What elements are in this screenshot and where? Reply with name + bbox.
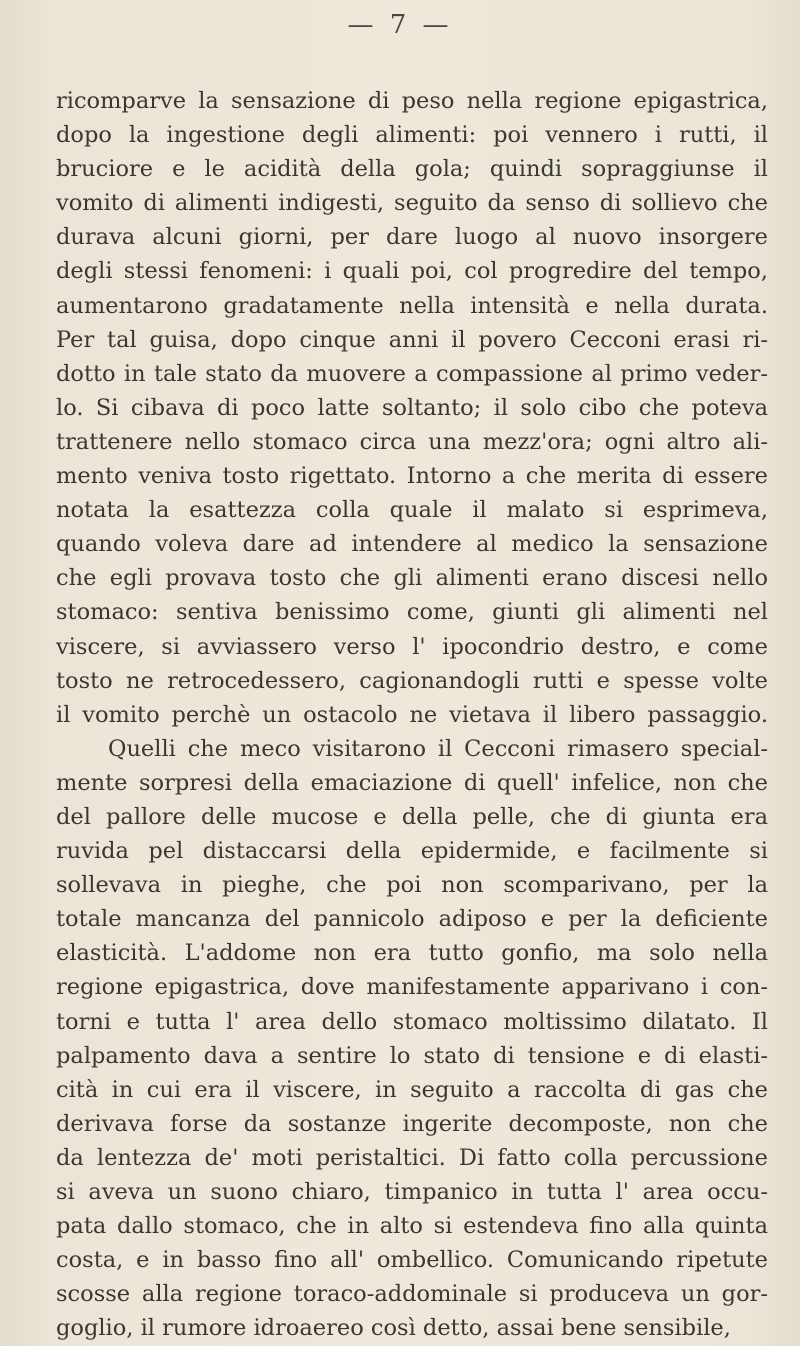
text-line: si aveva un suono chiaro, timpanico in tutta l' area occu- xyxy=(56,1179,768,1205)
text-line: del pallore delle mucose e della pelle, che di giunta era xyxy=(56,803,768,830)
text-line: vomito di alimenti indigesti, seguito da senso di sollievo che xyxy=(56,190,768,217)
text-line: cità in cui era il viscere, in seguito a raccolta di gas che xyxy=(56,1076,768,1103)
text-line: da lentezza de' moti peristaltici. Di fatto colla percussione xyxy=(56,1144,768,1171)
text-line: mente sorpresi della emaciazione di quell' infelice, non che xyxy=(56,769,768,796)
text-line: notata la esattezza colla quale il malato si esprimeva, xyxy=(56,497,768,524)
paragraph-start-line: Quelli che meco visitarono il Cecconi rimasero special- xyxy=(108,735,768,762)
text-line: degli stessi fenomeni: i quali poi, col progredire del tempo, xyxy=(56,258,768,285)
text-line: lo. Si cibava di poco latte soltanto; il solo cibo che poteva xyxy=(56,394,768,421)
text-line: sollevava in pieghe, che poi non scomparivano, per la xyxy=(56,872,768,899)
text-line: derivava forse da sostanze ingerite decomposte, non che xyxy=(56,1110,768,1137)
text-line: costa, e in basso fino all' ombellico. Comunicando ripetute xyxy=(56,1247,768,1274)
text-line: palpamento dava a sentire lo stato di tensione e di elasti- xyxy=(56,1042,768,1069)
text-line: stomaco: sentiva benissimo come, giunti gli alimenti nel xyxy=(56,599,768,626)
text-line: Per tal guisa, dopo cinque anni il povero Cecconi erasi ri- xyxy=(56,326,768,353)
text-line: totale mancanza del pannicolo adiposo e per la deficiente xyxy=(56,906,768,933)
text-line: pata dallo stomaco, che in alto si estendeva fino alla quinta xyxy=(56,1213,768,1240)
text-line: tosto ne retrocedessero, cagionandogli rutti e spesse volte xyxy=(56,667,768,694)
text-line: ricomparve la sensazione di peso nella regione epigastrica, xyxy=(56,88,768,114)
text-line: mento veniva tosto rigettato. Intorno a che merita di essere xyxy=(56,463,768,490)
text-line: ruvida pel distaccarsi della epidermide, e facilmente si xyxy=(56,838,768,865)
text-line: goglio, il rumore idroaereo così detto, assai bene sensibile, xyxy=(56,1315,731,1342)
text-line: regione epigastrica, dove manifestamente apparivano i con- xyxy=(56,974,768,1001)
text-line: bruciore e le acidità della gola; quindi sopraggiunse il xyxy=(56,156,768,183)
text-line: aumentarono gradatamente nella intensità e nella durata. xyxy=(56,292,768,319)
text-line: dotto in tale stato da muovere a compassione al primo veder- xyxy=(56,360,768,387)
text-line: il vomito perchè un ostacolo ne vietava il libero passaggio. xyxy=(56,701,768,728)
body-text xyxy=(56,84,768,1345)
text-line: durava alcuni giorni, per dare luogo al nuovo insorgere xyxy=(56,224,768,251)
text-line: torni e tutta l' area dello stomaco moltissimo dilatato. Il xyxy=(56,1008,768,1035)
text-line: dopo la ingestione degli alimenti: poi vennero i rutti, il xyxy=(56,122,768,149)
text-line: scosse alla regione toraco-addominale si produceva un gor- xyxy=(56,1281,768,1308)
page-number: — 7 — xyxy=(347,10,453,40)
text-line: che egli provava tosto che gli alimenti erano discesi nello xyxy=(56,565,768,592)
text-line: trattenere nello stomaco circa una mezz'ora; ogni altro ali- xyxy=(56,428,768,455)
text-line: quando voleva dare ad intendere al medico la sensazione xyxy=(56,531,768,558)
text-line: elasticità. L'addome non era tutto gonfio, ma solo nella xyxy=(56,940,768,967)
text-line: viscere, si avviassero verso l' ipocondrio destro, e come xyxy=(56,633,768,660)
